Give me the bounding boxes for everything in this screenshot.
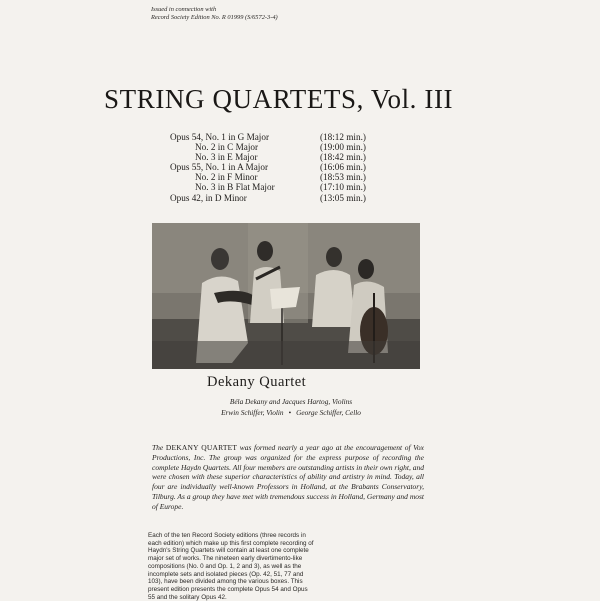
- bio-quartet-name: DEKANY QUARTET: [165, 443, 238, 452]
- work-row: [170, 152, 380, 162]
- bio-text: was formed nearly a year ago at the encouragement of Vox Productions, Inc. The group was organized for the express purpose of recording the complete Haydn Quartets. All four members are outstanding artists in their own right, and were chosen with these superior characteristics of ability and artistry in mind. Today, all four are individually well-known Professors in Holland, at the Brabants Conservatory, Tilburg. As a group they have met with tremendous success in Holland, Germany and most of Europe.: [152, 443, 424, 511]
- bullet-separator: •: [288, 408, 292, 418]
- work-duration: (16:06 min.): [320, 162, 366, 173]
- work-row: [170, 182, 380, 192]
- work-title: Opus 42, in D Minor: [170, 192, 247, 203]
- members-line-1: Béla Dekany and Jacques Hartog, Violins: [229, 397, 353, 406]
- work-duration: (19:00 min.): [320, 142, 366, 153]
- work-row: [170, 172, 380, 182]
- ensemble-members: [176, 396, 406, 418]
- work-row: [170, 142, 380, 152]
- work-duration: (18:12 min.): [320, 132, 366, 142]
- work-duration: (17:10 min.): [320, 182, 366, 193]
- bio-lead: The: [152, 443, 164, 452]
- ensemble-bio: [152, 443, 424, 512]
- work-duration: (13:05 min.): [320, 192, 366, 203]
- issued-note-line-1: Issued in connection with: [151, 6, 217, 13]
- work-duration: (18:53 min.): [320, 172, 366, 183]
- work-title: Opus 55, No. 1 in A Major: [170, 162, 269, 173]
- work-title: Opus 54, No. 1 in G Major: [170, 132, 270, 142]
- works-list: [170, 132, 380, 203]
- quartet-photo: [152, 223, 420, 369]
- work-duration: (18:42 min.): [320, 152, 366, 163]
- work-title: No. 2 in F Minor: [195, 172, 258, 183]
- edition-note: Each of the ten Record Society editions (three records in each edition) which make up this first complete recording of Haydn's String Quartets will contain at least one complete major set of works. The nineteen early divertimento-like compositions (No. 0 and Op. 1, 2 and 3), as well as the incomplete sets and isolated pieces (Op. 42, 51, 77 and 103), have been divided among the various boxes. This present edition presents the complete Opus 54 and Opus 55 and the solitary Opus 42.: [148, 532, 314, 601]
- work-row: [170, 162, 380, 172]
- ensemble-name: Dekany Quartet: [207, 374, 307, 390]
- work-row: [170, 132, 380, 142]
- quartet-photo-image: [152, 223, 420, 369]
- work-row: [170, 193, 380, 203]
- page-title: STRING QUARTETS, Vol. III: [104, 84, 454, 114]
- work-title: No. 2 in C Major: [195, 142, 259, 153]
- work-title: No. 3 in B Flat Major: [195, 182, 275, 193]
- issued-note-line-2: Record Society Edition No. R 01999 (S/6572-3-4): [151, 13, 278, 21]
- members-line-2: [176, 407, 406, 418]
- member-erwin: Erwin Schiffer, Violin: [221, 408, 284, 418]
- work-title: No. 3 in E Major: [195, 152, 258, 163]
- member-george: George Schiffer, Cello: [296, 408, 361, 418]
- issued-note: [151, 6, 278, 21]
